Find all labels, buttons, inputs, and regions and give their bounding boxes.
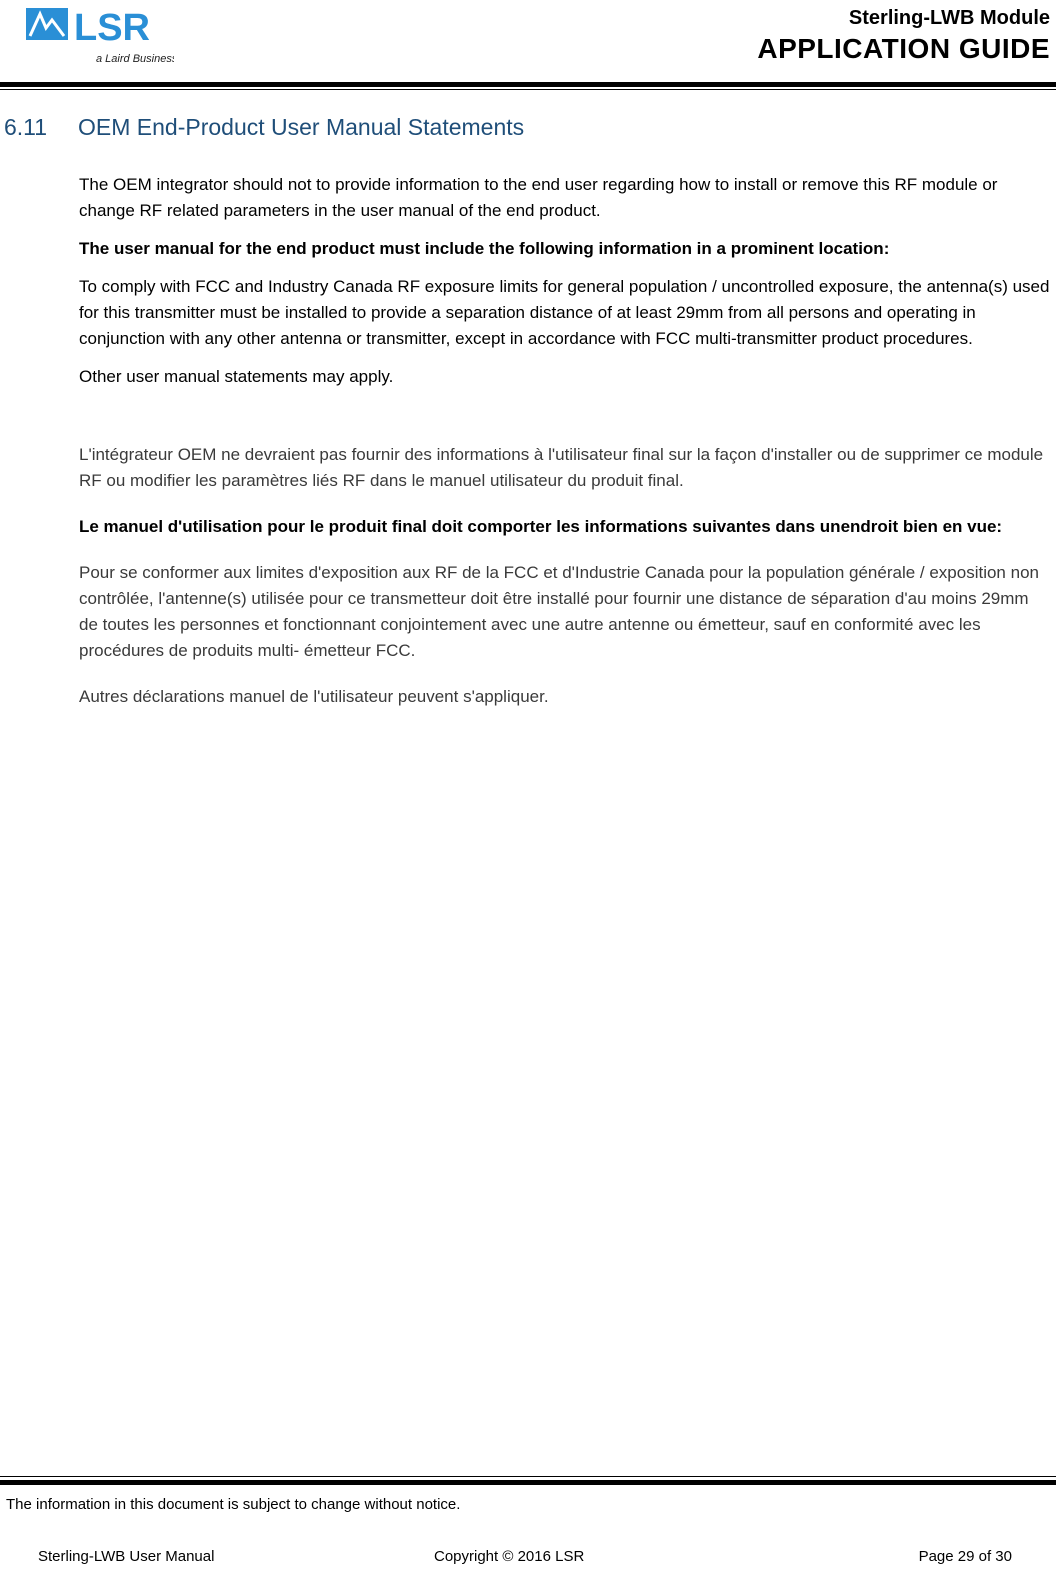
- paragraph-requirement-fr: Le manuel d'utilisation pour le produit final doit comporter les informations suivantes dans unendroit bien en vue:: [79, 517, 1003, 536]
- paragraph-compliance-fr: Pour se conformer aux limites d'exposition aux RF de la FCC et d'Industrie Canada pour la population générale / exposition non contrôlée, l'antenne(s) utilisée pour ce transmetteur doit être installé pour fournir une distance de séparation d'au moins 29mm de toutes les personnes et fonctionnant conjointement avec une autre antenne ou émetteur, sauf en conformité avec les procédures de produits multi- émetteur FCC.: [79, 563, 1039, 660]
- paragraph-integrator: The OEM integrator should not to provide information to the end user regarding how to install or remove this RF module or change RF related parameters in the user manual of the end product.: [79, 175, 998, 220]
- footer-page-number: Page 29 of 30: [918, 1548, 1012, 1565]
- footer-copyright: Copyright © 2016 LSR: [434, 1548, 585, 1565]
- paragraph-requirement: The user manual for the end product must include the following information in a prominent location:: [79, 239, 890, 258]
- header-divider-thin: [0, 89, 1056, 90]
- paragraph-integrator-fr: L'intégrateur OEM ne devraient pas fournir des informations à l'utilisateur final sur la façon d'installer ou de supprimer ce module RF ou modifier les paramètres liés RF dans le manuel utilisateur du produit final.: [79, 445, 1044, 490]
- section-number: 6.11: [4, 114, 48, 140]
- section-title: OEM End-Product User Manual Statements: [78, 114, 525, 140]
- french-section: [79, 442, 1051, 710]
- document-header: [757, 4, 1050, 66]
- footer-divider: [0, 1480, 1056, 1485]
- footer-divider-thin: [0, 1476, 1056, 1477]
- paragraph-compliance: To comply with FCC and Industry Canada RF exposure limits for general population / uncontrolled exposure, the antenna(s) used for this transmitter must be installed to provide a separation distance of at least 29mm from all persons and operating in conjunction with any other antenna or transmitter, except in accordance with FCC multi-transmitter product procedures.: [79, 277, 1050, 348]
- guide-name: APPLICATION GUIDE: [757, 33, 1050, 64]
- paragraph-other-fr: Autres déclarations manuel de l'utilisateur peuvent s'appliquer.: [79, 687, 549, 706]
- module-name: Sterling-LWB Module: [848, 7, 1050, 29]
- svg-text:a Laird Business: a Laird Business: [96, 53, 174, 65]
- footer-notice: The information in this document is subject to change without notice.: [6, 1496, 461, 1513]
- svg-text:LSR: LSR: [74, 7, 150, 49]
- header-divider: [0, 82, 1056, 87]
- paragraph-other: Other user manual statements may apply.: [79, 367, 394, 386]
- section-heading: [4, 114, 524, 141]
- lsr-logo: [24, 2, 174, 66]
- footer-doc-name: Sterling-LWB User Manual: [38, 1548, 215, 1565]
- section-body: [79, 172, 1051, 730]
